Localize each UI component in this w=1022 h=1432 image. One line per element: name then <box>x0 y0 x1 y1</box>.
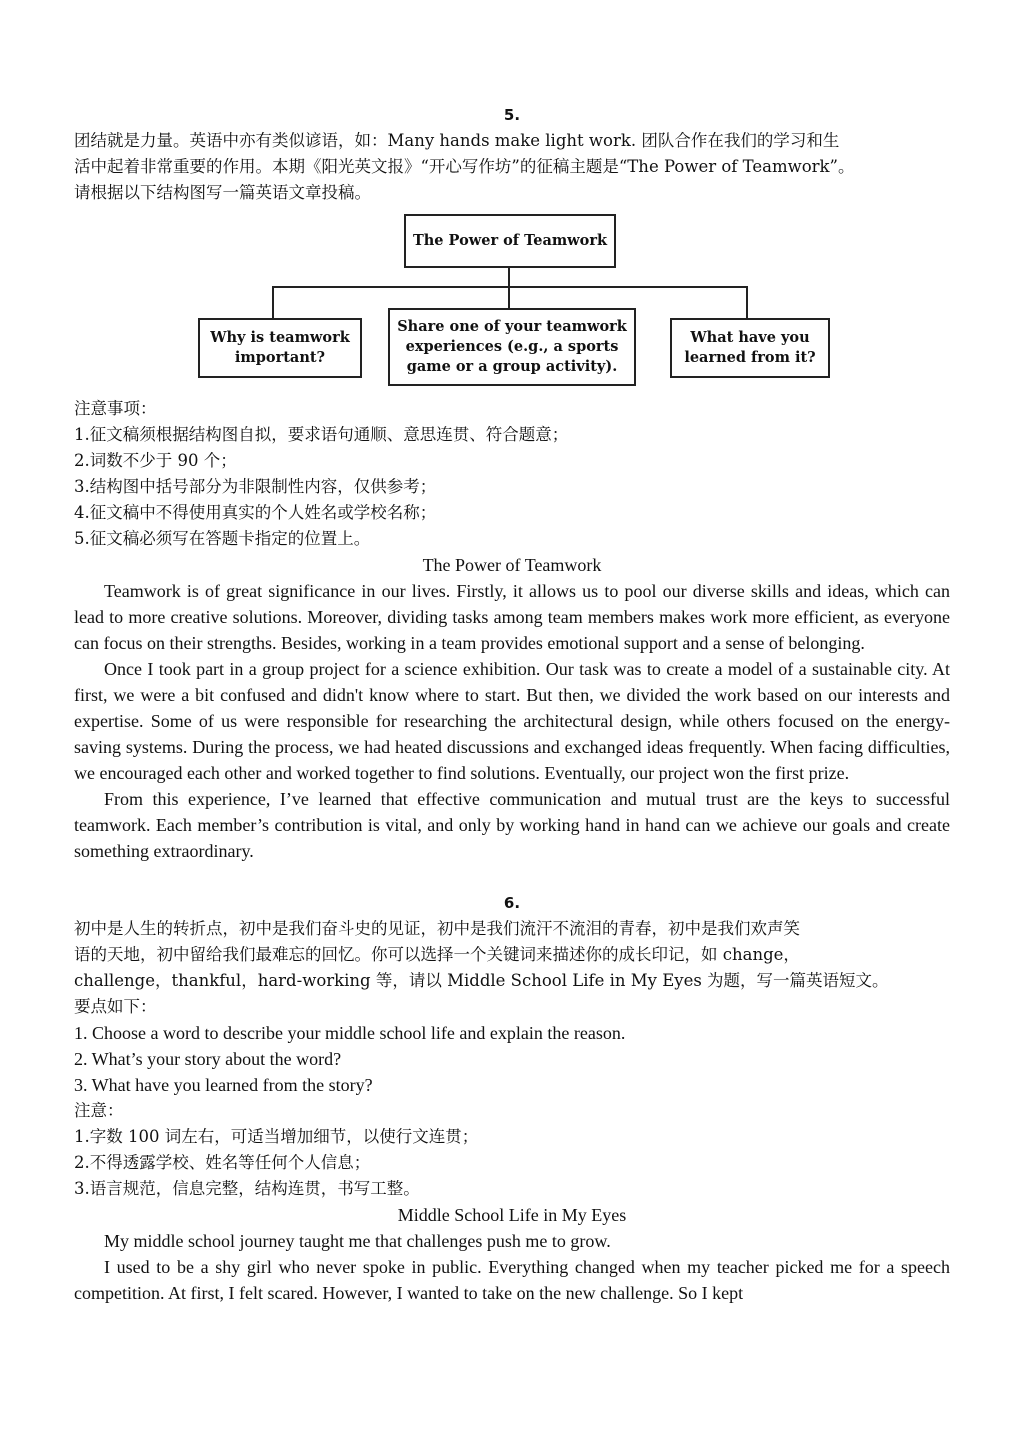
q5-essay-paragraph: From this experience, I’ve learned that effective communication and mutual trust are the keys to successful teamwork. Each member’s contribution is vital, and only by working hand in hand can we achieve our goals and create something extraordinary. <box>74 789 950 861</box>
question-5-number: 5. <box>503 106 521 124</box>
q5-note: 3.结构图中括号部分为非限制性内容，仅供参考； <box>74 477 437 496</box>
q6-essay-paragraph: I used to be a shy girl who never spoke in public. Everything changed when my teacher picked me for a speech competition. At first, I felt scared. However, I wanted to take on the new challenge. So I kept <box>74 1257 950 1303</box>
diagram-connector <box>272 286 748 288</box>
q5-intro-line: 请根据以下结构图写一篇英语文章投稿。 <box>74 183 371 202</box>
q6-point: 3. What have you learned from the story? <box>74 1075 373 1095</box>
q5-note: 2.词数不少于 90 个； <box>74 451 237 470</box>
q5-note: 5.征文稿必须写在答题卡指定的位置上。 <box>74 529 371 548</box>
section-gap <box>74 864 950 890</box>
q5-essay-paragraph: Teamwork is of great significance in our lives. Firstly, it allows us to pool our diverse skills and ideas, which can lead to more creative solutions. Moreover, dividing tasks among team members makes work more efficient, as everyone can focus on their strengths. Besides, working in a team provides emotional support and a sense of belonging. <box>74 581 950 653</box>
q5-note: 4.征文稿中不得使用真实的个人姓名或学校名称； <box>74 503 437 522</box>
diagram-connector <box>508 286 510 308</box>
q6-notes-title: 注意： <box>74 1101 124 1120</box>
diagram-box-middle <box>388 308 636 386</box>
document-page <box>74 102 950 1306</box>
diagram-root-box <box>404 214 616 268</box>
q6-note: 2.不得透露学校、姓名等任何个人信息； <box>74 1153 371 1172</box>
q6-note: 3.语言规范，信息完整，结构连贯，书写工整。 <box>74 1179 420 1198</box>
q6-intro-line: 初中是人生的转折点，初中是我们奋斗史的见证，初中是我们流汗不流泪的青春，初中是我们欢声笑 <box>74 919 800 938</box>
q6-intro-line: challenge，thankful，hard-working 等，请以 Middle School Life in My Eyes 为题，写一篇英语短文。 <box>74 971 889 990</box>
diagram-middle-label: Share one of your teamwork experiences (e.g., a sports game or a group activity). <box>397 318 627 375</box>
structure-diagram <box>74 214 950 396</box>
q5-note: 1.征文稿须根据结构图自拟，要求语句通顺、意思连贯、符合题意； <box>74 425 569 444</box>
diagram-left-label: Why is teamwork important? <box>210 329 350 366</box>
diagram-connector <box>746 286 748 318</box>
q6-point: 1. Choose a word to describe your middle school life and explain the reason. <box>74 1023 626 1043</box>
diagram-connector <box>508 266 510 286</box>
diagram-box-right <box>670 318 830 378</box>
diagram-box-left <box>198 318 362 378</box>
q5-intro-line: 团结就是力量。英语中亦有类似谚语，如：Many hands make light work. 团队合作在我们的学习和生 <box>74 131 840 150</box>
q6-intro-line: 要点如下： <box>74 997 157 1016</box>
q6-point: 2. What’s your story about the word? <box>74 1049 342 1069</box>
q5-notes-title: 注意事项： <box>74 399 157 418</box>
q5-essay-paragraph: Once I took part in a group project for a science exhibition. Our task was to create a model of a sustainable city. At first, we were a bit confused and didn't know where to start. But then, we divided the work based on our interests and expertise. Some of us were responsible for researching the architectural design, while others focused on the energy-saving systems. During the process, we had heated discussions and exchanged ideas frequently. When facing difficulties, we encouraged each other and worked together to find solutions. Eventually, our project won the first prize. <box>74 659 950 783</box>
q6-note: 1.字数 100 词左右，可适当增加细节，以使行文连贯； <box>74 1127 479 1146</box>
q6-essay-title: Middle School Life in My Eyes <box>397 1205 627 1225</box>
q5-essay-title: The Power of Teamwork <box>422 555 602 575</box>
q6-essay-paragraph: My middle school journey taught me that challenges push me to grow. <box>104 1231 611 1251</box>
question-6-number: 6. <box>503 894 521 912</box>
diagram-connector <box>272 286 274 318</box>
q5-intro-line: 活中起着非常重要的作用。本期《阳光英文报》“开心写作坊”的征稿主题是“The Power of Teamwork”。 <box>74 157 855 176</box>
diagram-root-label: The Power of Teamwork <box>412 232 608 249</box>
diagram-right-label: What have you learned from it? <box>684 329 816 366</box>
q6-intro-line: 语的天地，初中留给我们最难忘的回忆。你可以选择一个关键词来描述你的成长印记，如 change， <box>74 945 800 964</box>
